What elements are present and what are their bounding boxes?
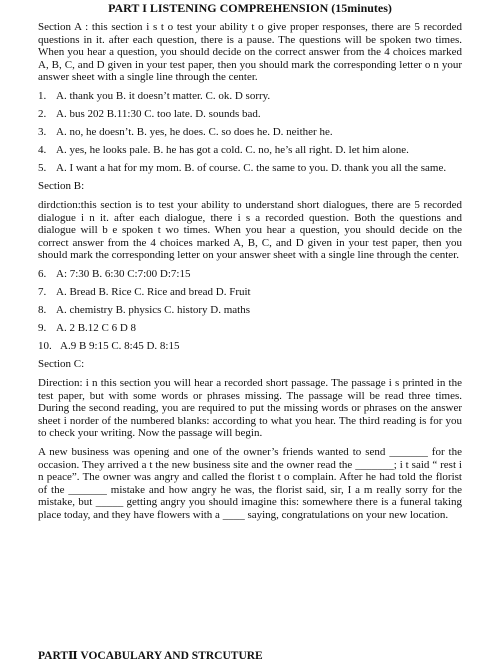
question-number: 2.	[38, 108, 47, 121]
part-title: PART I LISTENING COMPREHENSION (15minutes)	[108, 1, 392, 15]
section-a-questions	[38, 90, 462, 175]
question-item	[38, 340, 462, 353]
question-options: A. I want a hat for my mom. B. of course. C. the same to you. D. thank you all the same.	[56, 162, 447, 175]
question-options: A. no, he doesn’t. B. yes, he does. C. so does he. D. neither he.	[56, 126, 333, 139]
question-item	[38, 304, 462, 317]
question-number: 10.	[38, 340, 52, 353]
question-options: A. bus 202 B.11:30 C. too late. D. sounds bad.	[56, 108, 261, 121]
question-number: 1.	[38, 89, 47, 102]
question-options: A.9 B 9:15 C. 8:45 D. 8:15	[60, 340, 180, 353]
question-number: 3.	[38, 126, 47, 139]
question-item	[38, 286, 462, 299]
question-item	[38, 162, 462, 175]
part-two-heading: PARTⅡ VOCABULARY AND STRCUTURE	[38, 650, 263, 662]
question-number: 5.	[38, 162, 47, 175]
question-item	[38, 126, 462, 139]
section-c-label: Section C:	[38, 358, 85, 371]
question-options: A. Bread B. Rice C. Rice and bread D. Fruit	[56, 286, 251, 299]
section-b-questions	[38, 268, 462, 353]
question-options: A. chemistry B. physics C. history D. maths	[56, 304, 251, 317]
question-options: A. 2 B.12 C 6 D 8	[56, 322, 137, 335]
section-b-intro: dirdction:this section is to test your ability to understand short dialogues, there are 5 recorded dialogue i n it. after each dialogue, there i s a recorded question. Both the questions and dialogue will b e spoken t wo times. When you hear a question, you should decide on the correct answer from the 4 choices marked A, B, C, and D given in your test paper, then you should mark the corresponding letter on your answer sheet with a single line through the center.	[38, 199, 462, 262]
question-options: A. thank you B. it doesn’t matter. C. ok. D sorry.	[56, 89, 271, 102]
question-number: 7.	[38, 286, 47, 299]
question-item	[38, 268, 462, 281]
question-item	[38, 108, 462, 121]
section-c-passage: A new business was opening and one of the owner’s friends wanted to send _______ for the occasion. They arrived a t the new business site and the owner read the _______; i t said “ rest i n peace”. The owner was angry and called the florist t o complain. After he had told the florist of the _______ mistake and how angry he was, the florist said, sir, I a m really sorry for the mistake, but _____ getting angry you should imagine this: somewhere there is a funeral taking place today, and they have flowers with a ____ saying, congratulations on your new location.	[38, 446, 462, 521]
question-number: 9.	[38, 322, 47, 335]
section-b-label: Section B:	[38, 180, 85, 193]
question-options: A: 7:30 B. 6:30 C:7:00 D:7:15	[56, 268, 191, 280]
question-item	[38, 90, 462, 103]
question-item	[38, 322, 462, 335]
section-a-intro: Section A : this section i s t o test your ability t o give proper responses, there are 5 recorded questions in it. after each question, there is a pause. The questions will be spoken two times. When you hear a question, you should decide on the correct answer from the 4 choices marked A, B, C, and D given in your test paper, then you should mark the corresponding letter o n your answer sheet with a single line through the center.	[38, 21, 462, 84]
question-number: 8.	[38, 304, 47, 317]
question-item	[38, 144, 462, 157]
question-number: 6.	[38, 268, 47, 280]
question-options: A. yes, he looks pale. B. he has got a cold. C. no, he’s all right. D. let him alone.	[56, 144, 409, 157]
question-number: 4.	[38, 144, 47, 157]
section-c-direction: Direction: i n this section you will hear a recorded short passage. The passage i s printed in the test paper, but with some words or phrases missing. The passage will be read three times. During the second reading, you are required to put the missing words or phrases on the answer sheet i norder of the numbered blanks: according to what you hear. The third reading is for you to check your writing. Now the passage will begin.	[38, 377, 462, 440]
